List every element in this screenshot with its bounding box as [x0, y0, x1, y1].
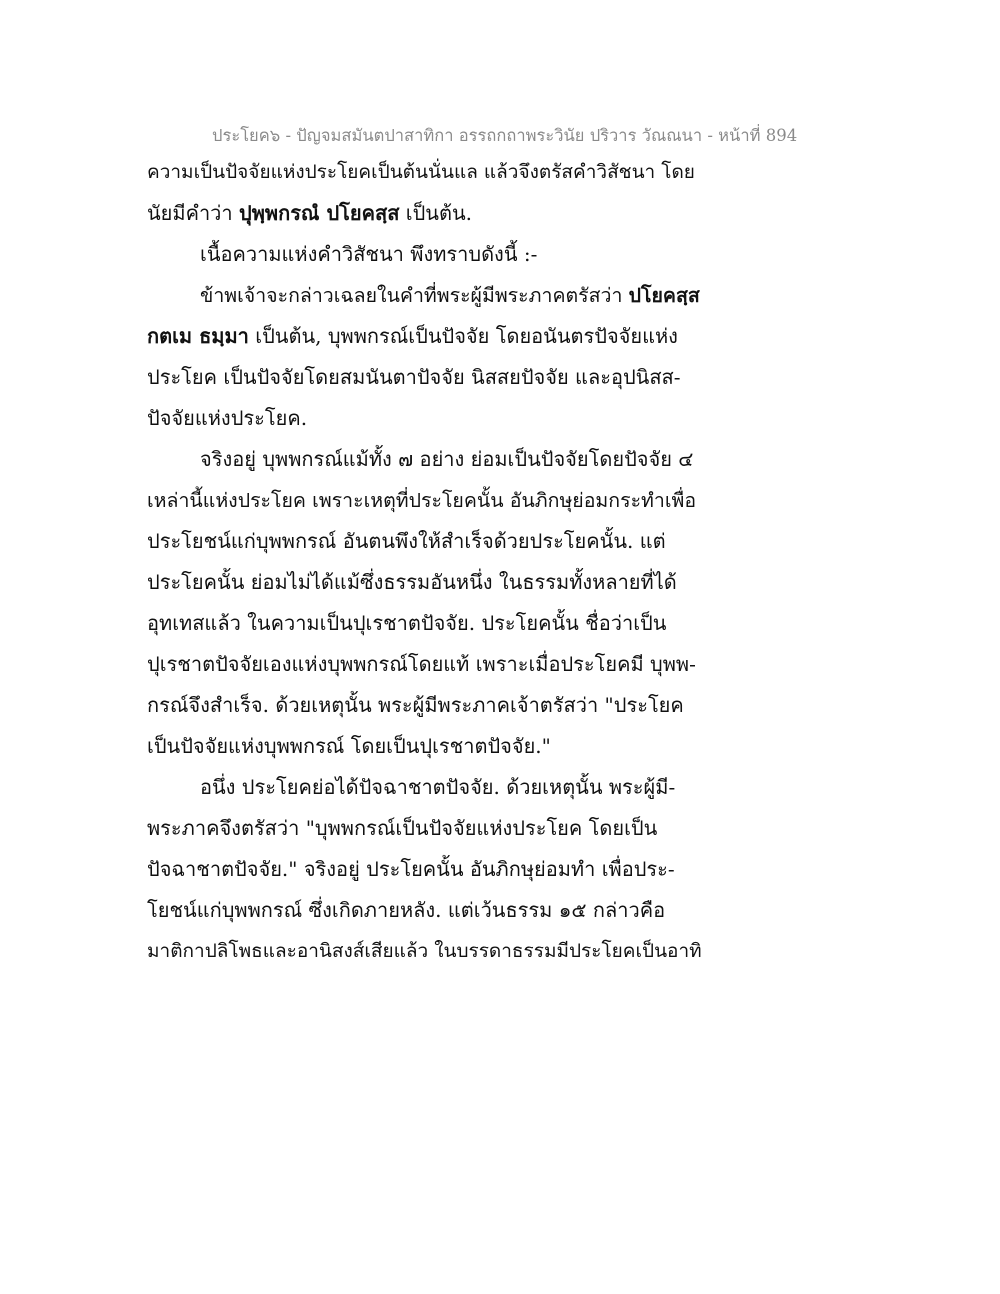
text-line [147, 275, 707, 316]
text-line [147, 931, 707, 972]
text-line [147, 357, 707, 398]
text-line [147, 562, 707, 603]
text-segment: ปุเรชาตปัจจัยเองแห่งบุพพกรณ์โดยแท้ เพราะเมื่อประโยคมี บุพพ- [147, 652, 696, 676]
text-line [147, 439, 707, 480]
text-segment: ปัจฉาชาตปัจจัย." จริงอยู่ ประโยคนั้น อันภิกษุย่อมทำ เพื่อประ- [147, 857, 675, 881]
text-segment: กรณ์จึงสำเร็จ. ด้วยเหตุนั้น พระผู้มีพระภาคเจ้าตรัสว่า "ประโยค [147, 693, 684, 717]
text-segment: พระภาคจึงตรัสว่า "บุพพกรณ์เป็นปัจจัยแห่งประโยค โดยเป็น [147, 816, 658, 840]
text-segment: เป็นปัจจัยแห่งบุพพกรณ์ โดยเป็นปุเรชาตปัจจัย." [147, 734, 551, 758]
text-segment: จริงอยู่ บุพพกรณ์แม้ทั้ง ๗ อย่าง ย่อมเป็นปัจจัยโดยปัจจัย ๔ [200, 447, 694, 471]
text-segment: เป็นต้น, บุพพกรณ์เป็นปัจจัย โดยอนันตรปัจจัยแห่ง [248, 324, 678, 348]
bold-pali-term: ปโยคสฺส [628, 284, 700, 307]
text-segment: ปัจจัยแห่งประโยค. [147, 406, 308, 430]
text-segment: เนื้อความแห่งคำวิสัชนา พึงทราบดังนี้ :- [200, 242, 538, 266]
text-line [147, 685, 707, 726]
text-line [147, 521, 707, 562]
text-line [147, 767, 707, 808]
text-line [147, 890, 707, 931]
text-line [147, 480, 707, 521]
text-line [147, 152, 707, 193]
body-text [147, 152, 707, 972]
text-segment: มาติกาปลิโพธและอานิสงส์เสียแล้ว ในบรรดาธรรมมีประโยคเป็นอาทิ [147, 940, 702, 962]
text-segment: อนึ่ง ประโยคย่อได้ปัจฉาชาตปัจจัย. ด้วยเหตุนั้น พระผู้มี- [200, 775, 676, 799]
text-segment: ประโยชน์แก่บุพพกรณ์ อันตนพึงให้สำเร็จด้วยประโยคนั้น. แต่ [147, 529, 666, 553]
text-segment: ความเป็นปัจจัยแห่งประโยคเป็นต้นนั่นแล แล้วจึงตรัสคำวิสัชนา โดย [147, 161, 695, 183]
text-line [147, 808, 707, 849]
text-segment: โยชน์แก่บุพพกรณ์ ซึ่งเกิดภายหลัง. แต่เว้นธรรม ๑๕ กล่าวคือ [147, 898, 666, 922]
bold-pali-term: ปุพฺพกรณํ ปโยคสฺส [239, 201, 400, 225]
running-header: ประโยค๖ - ปัญจมสมันตปาสาทิกา อรรถกถาพระวินัย ปริวาร วัณณนา - หน้าที่ 894 [212, 126, 798, 145]
text-line [147, 398, 707, 439]
text-line [147, 644, 707, 685]
text-segment: นัยมีคำว่า [147, 201, 240, 225]
text-segment: เป็นต้น. [399, 201, 472, 225]
text-segment: อุทเทสแล้ว ในความเป็นปุเรชาตปัจจัย. ประโยคนั้น ชื่อว่าเป็น [147, 611, 667, 635]
text-line [147, 603, 707, 644]
text-line [147, 316, 707, 357]
text-line [147, 193, 707, 234]
text-line [147, 726, 707, 767]
text-segment: ข้าพเจ้าจะกล่าวเฉลยในคำที่พระผู้มีพระภาคตรัสว่า [200, 284, 629, 307]
text-segment: ประโยคนั้น ย่อมไม่ได้แม้ซึ่งธรรมอันหนึ่ง ในธรรมทั้งหลายที่ได้ [147, 570, 677, 594]
text-segment: เหล่านี้แห่งประโยค เพราะเหตุที่ประโยคนั้น อันภิกษุย่อมกระทำเพื่อ [147, 489, 697, 512]
bold-pali-term: กตเม ธมฺมา [147, 324, 249, 348]
text-line [147, 234, 707, 275]
text-segment: ประโยค เป็นปัจจัยโดยสมนันตาปัจจัย นิสสยปัจจัย และอุปนิสส- [147, 365, 681, 389]
text-line [147, 849, 707, 890]
